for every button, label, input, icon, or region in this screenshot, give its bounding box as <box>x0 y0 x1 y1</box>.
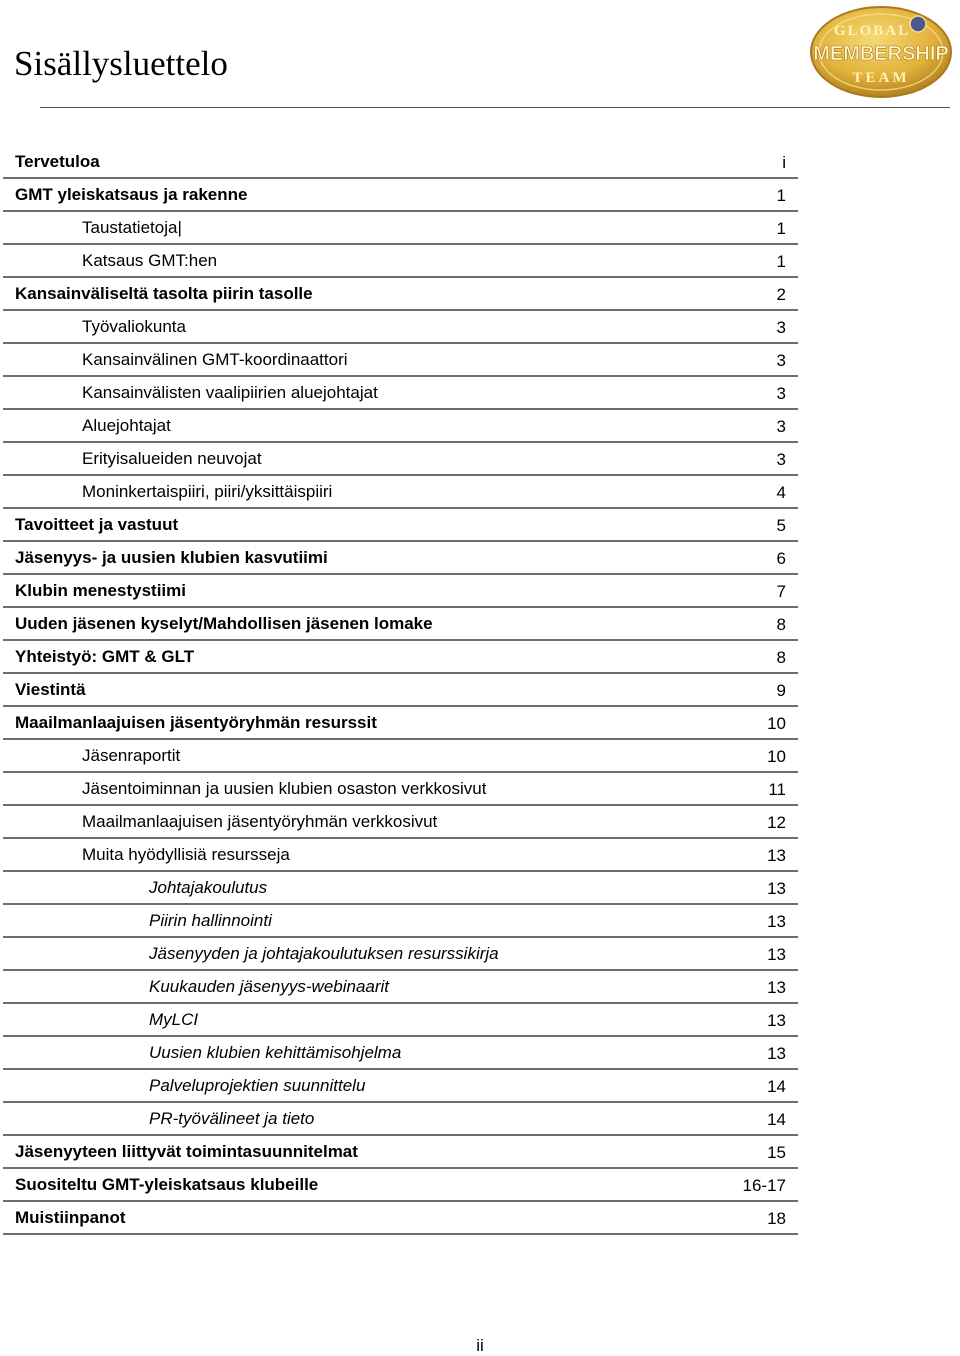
toc-entry-title: Uusien klubien kehittämisohjelma <box>149 1043 402 1062</box>
toc-entry-page: 13 <box>767 1011 786 1030</box>
toc-entry-title: Johtajakoulutus <box>149 878 268 897</box>
toc-entry[interactable] <box>3 212 798 245</box>
toc-entry-page: 6 <box>776 549 786 568</box>
toc-entry[interactable] <box>3 344 798 377</box>
toc-entry-title: Työvaliokunta <box>82 317 186 336</box>
toc-entry[interactable] <box>3 707 798 740</box>
toc-entry[interactable] <box>3 245 798 278</box>
page-title: Sisällysluettelo <box>14 44 228 83</box>
toc-entry-page: 4 <box>776 483 786 502</box>
toc-entry-page: 5 <box>776 516 786 535</box>
toc-entry-page: 8 <box>776 615 786 634</box>
toc-entry[interactable] <box>3 146 798 179</box>
toc-entry[interactable] <box>3 971 798 1004</box>
logo-text-line1: GLOBAL <box>833 23 911 39</box>
toc-entry-page: 13 <box>767 945 786 964</box>
toc-entry-page: 3 <box>776 450 786 469</box>
toc-entry[interactable] <box>3 1004 798 1037</box>
logo-text-line2: MEMBERSHIP <box>813 43 949 65</box>
toc-entry-title: Maailmanlaajuisen jäsentyöryhmän verkkosivut <box>82 812 438 831</box>
toc-entry-title: Kansainväliseltä tasolta piirin tasolle <box>15 284 313 303</box>
toc-entry-page: 10 <box>767 747 786 766</box>
toc-entry-page: 9 <box>776 681 786 700</box>
toc-entry-page: 13 <box>767 846 786 865</box>
lions-emblem-icon <box>910 16 926 32</box>
toc-entry-title: Tervetuloa <box>15 152 100 171</box>
toc-entry-title: Klubin menestystiimi <box>15 581 186 600</box>
toc-entry-title: Suositeltu GMT-yleiskatsaus klubeille <box>15 1175 319 1194</box>
toc-entry-title: Moninkertaispiiri, piiri/yksittäispiiri <box>82 482 333 501</box>
toc-entry-title: Uuden jäsenen kyselyt/Mahdollisen jäsenen lomake <box>15 614 433 633</box>
toc-entry[interactable] <box>3 575 798 608</box>
toc-entry-title: Taustatietoja| <box>82 218 182 237</box>
toc-entry[interactable] <box>3 443 798 476</box>
toc-entry-page: 13 <box>767 1044 786 1063</box>
toc-entry-title: Piirin hallinnointi <box>149 911 272 930</box>
toc-entry[interactable] <box>3 806 798 839</box>
toc-entry[interactable] <box>3 773 798 806</box>
toc-entry[interactable] <box>3 179 798 212</box>
toc-entry-page: 3 <box>776 417 786 436</box>
toc-entry-title: Aluejohtajat <box>82 416 171 435</box>
toc-entry-title: Kansainvälinen GMT-koordinaattori <box>82 350 348 369</box>
toc-entry-page: 12 <box>767 813 786 832</box>
toc-entry-title: Kansainvälisten vaalipiirien aluejohtajat <box>82 383 378 402</box>
toc-entry-page: 18 <box>767 1209 786 1228</box>
toc-entry-title: Jäsenyys- ja uusien klubien kasvutiimi <box>15 548 328 567</box>
toc-entry-page: 1 <box>776 252 786 271</box>
toc-entry[interactable] <box>3 674 798 707</box>
toc-entry[interactable] <box>3 839 798 872</box>
toc-entry[interactable] <box>3 1136 798 1169</box>
toc-entry[interactable] <box>3 938 798 971</box>
toc-entry-title: Jäsenyyteen liittyvät toimintasuunnitelmat <box>15 1142 358 1161</box>
toc-entry[interactable] <box>3 608 798 641</box>
toc-entry[interactable] <box>3 542 798 575</box>
toc-entry-title: Katsaus GMT:hen <box>82 251 218 270</box>
toc-entry-page: 8 <box>776 648 786 667</box>
toc-entry-page: 16-17 <box>742 1176 786 1195</box>
toc-entry-title: Palveluprojektien suunnittelu <box>149 1076 366 1095</box>
toc-entry-page: 1 <box>776 186 786 205</box>
toc-entry-title: Jäsenyyden ja johtajakoulutuksen resurssikirja <box>149 944 499 963</box>
toc-entry[interactable] <box>3 377 798 410</box>
toc-entry-title: Yhteistyö: GMT & GLT <box>15 647 195 666</box>
global-membership-team-logo <box>808 4 954 100</box>
toc-entry-page: 1 <box>776 219 786 238</box>
toc-entry-title: Erityisalueiden neuvojat <box>82 449 262 468</box>
toc-entry[interactable] <box>3 1169 798 1202</box>
toc-entry[interactable] <box>3 476 798 509</box>
toc-entry[interactable] <box>3 1070 798 1103</box>
toc-entry-page: 3 <box>776 318 786 337</box>
toc-entry[interactable] <box>3 905 798 938</box>
toc-entry-page: 2 <box>776 285 786 304</box>
toc-entry-page: 13 <box>767 912 786 931</box>
toc-entry-title: Viestintä <box>15 680 86 699</box>
toc-entry[interactable] <box>3 1103 798 1136</box>
toc-entry-page: 10 <box>767 714 786 733</box>
toc-entry-page: i <box>782 153 786 172</box>
toc-entry-title: Jäsentoiminnan ja uusien klubien osaston verkkosivut <box>82 779 487 798</box>
toc-entry[interactable] <box>3 872 798 905</box>
toc-entry-page: 14 <box>767 1077 786 1096</box>
toc-entry-title: Jäsenraportit <box>82 746 181 765</box>
toc-entry[interactable] <box>3 410 798 443</box>
toc-entry-title: Muistiinpanot <box>15 1208 126 1227</box>
title-divider <box>40 107 950 108</box>
toc-entry-title: Muita hyödyllisiä resursseja <box>82 845 290 864</box>
toc-entry-title: GMT yleiskatsaus ja rakenne <box>15 185 248 204</box>
toc-entry-title: Maailmanlaajuisen jäsentyöryhmän resurssit <box>15 713 377 732</box>
toc-entry-page: 13 <box>767 879 786 898</box>
toc-entry-title: MyLCI <box>149 1010 199 1029</box>
toc-entry-page: 11 <box>768 780 786 799</box>
toc-entry[interactable] <box>3 1037 798 1070</box>
toc-entry-page: 14 <box>767 1110 786 1129</box>
logo-text-line3: TEAM <box>852 70 910 86</box>
toc-entry-title: Kuukauden jäsenyys-webinaarit <box>149 977 390 996</box>
toc-entry[interactable] <box>3 311 798 344</box>
toc-entry-page: 13 <box>767 978 786 997</box>
toc-entry-page: 3 <box>776 351 786 370</box>
page-number: ii <box>476 1336 484 1355</box>
toc-entry-page: 3 <box>776 384 786 403</box>
toc-entry-title: PR-työvälineet ja tieto <box>149 1109 315 1128</box>
toc-entry[interactable] <box>3 740 798 773</box>
toc-entry[interactable] <box>3 1202 798 1235</box>
table-of-contents <box>3 146 798 1235</box>
toc-entry-title: Tavoitteet ja vastuut <box>15 515 179 534</box>
toc-entry[interactable] <box>3 509 798 542</box>
toc-entry-page: 7 <box>776 582 786 601</box>
toc-entry[interactable] <box>3 278 798 311</box>
toc-entry-page: 15 <box>767 1143 786 1162</box>
toc-entry[interactable] <box>3 641 798 674</box>
